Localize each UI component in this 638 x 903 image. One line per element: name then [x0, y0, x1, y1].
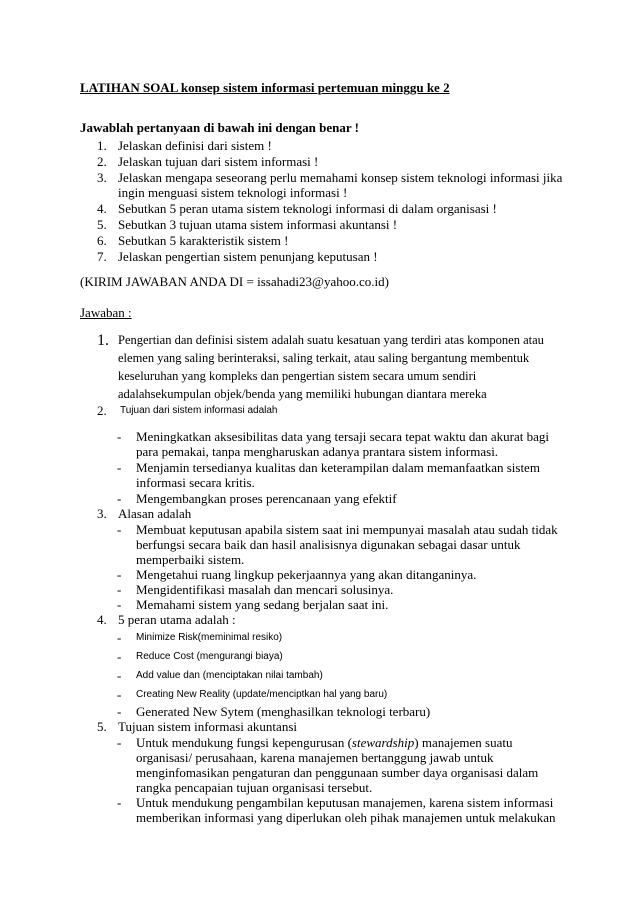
dash: - — [117, 597, 122, 612]
answer-text: Pengertian dan definisi sistem adalah suatu kesatuan yang terdiri atas komponen atau — [118, 333, 544, 347]
answer-item: organisasi/ perusahaan, karena manajemen bertanggung jawab untuk — [136, 750, 494, 765]
answer-text: adalahsekumpulan objek/benda yang memiliki hubungan diantara mereka — [118, 387, 487, 401]
answer-item — [136, 735, 512, 750]
answer-number: 4. — [97, 612, 107, 627]
send-note: (KIRIM JAWABAN ANDA DI = issahadi23@yahoo.co.id) — [80, 274, 389, 289]
answer-item: Reduce Cost (mengurangi biaya) — [136, 651, 283, 662]
dash: - — [117, 649, 122, 664]
dash: - — [117, 795, 122, 810]
question-text: Jelaskan definisi dari sistem ! — [118, 138, 272, 153]
dash: - — [117, 735, 122, 750]
question-number: 5. — [97, 217, 107, 232]
answer-item: Meningkatkan aksesibilitas data yang tersaji secara tepat waktu dan akurat bagi — [136, 429, 549, 444]
dash: - — [117, 704, 122, 719]
document-title: LATIHAN SOAL konsep sistem informasi pertemuan minggu ke 2 — [80, 80, 450, 95]
answer-item: rangka pencapaian tujuan organisasi tersebut. — [136, 780, 373, 795]
dash: - — [117, 429, 122, 444]
answer-item: Add value dan (menciptakan nilai tambah) — [136, 670, 323, 681]
dash: - — [117, 687, 122, 702]
dash: - — [117, 522, 122, 537]
answer-item: Memahami sistem yang sedang berjalan saat ini. — [136, 597, 389, 612]
answer-item-italic: stewardship — [351, 735, 415, 750]
question-text: Jelaskan pengertian sistem penunjang keputusan ! — [118, 249, 378, 264]
answer-item: menginfomasikan pengaturan dan penggunaan sumber daya organisasi dalam — [136, 765, 539, 780]
answer-item: Mengetahui ruang lingkup pekerjaannya yang akan ditanganinya. — [136, 567, 477, 582]
question-number: 1. — [97, 138, 107, 153]
dash: - — [117, 567, 122, 582]
question-text: Sebutkan 3 tujuan utama sistem informasi akuntansi ! — [118, 217, 398, 232]
question-number: 4. — [97, 201, 107, 216]
answer-item: Menjamin tersedianya kualitas dan keterampilan dalam memanfaatkan sistem — [136, 460, 540, 475]
question-text: Jelaskan mengapa seseorang perlu memahami konsep sistem teknologi informasi jika — [118, 170, 563, 185]
answer-item: Mengidentifikasi masalah dan mencari solusinya. — [136, 582, 394, 597]
answer-item: berfungsi secara baik dan hasil analisisnya digunakan sebagai dasar untuk — [136, 537, 521, 552]
answer-number: 3. — [97, 506, 107, 521]
answer-heading: 5 peran utama adalah : — [118, 612, 236, 627]
answer-item: Minimize Risk(meminimal resiko) — [136, 632, 283, 643]
question-number: 3. — [97, 170, 107, 185]
dash: - — [117, 668, 122, 683]
answer-number: 5. — [97, 719, 107, 734]
answer-item: Creating New Reality (update/menciptkan hal yang baru) — [136, 689, 388, 700]
dash: - — [117, 582, 122, 597]
answer-text: elemen yang saling berinteraksi, saling terkait, atau saling bergantung membentuk — [118, 351, 530, 365]
instruction: Jawablah pertanyaan di bawah ini dengan benar ! — [80, 120, 359, 135]
dash: - — [117, 491, 122, 506]
answer-item: para pemakai, tanpa mengharuskan adanya prantara sistem informasi. — [136, 444, 499, 459]
answer-item-part: Untuk mendukung fungsi kepengurusan ( — [136, 735, 352, 750]
answer-text: keseluruhan yang kompleks dan pengertian sistem secara umum sendiri — [118, 369, 477, 383]
answer-item: memberikan informasi yang diperlukan oleh pihak manajemen untuk melakukan — [136, 810, 556, 825]
answer-item: memperbaiki sistem. — [136, 552, 245, 567]
answer-heading: Alasan adalah — [118, 506, 192, 521]
dash: - — [117, 630, 122, 645]
answer-number: 1. — [97, 332, 109, 349]
answer-item-part: ) manajemen suatu — [414, 735, 513, 750]
answer-item: Generated New Sytem (menghasilkan teknologi terbaru) — [136, 704, 431, 719]
answer-number: 2. — [97, 403, 107, 418]
question-text: ingin menguasi sistem teknologi informasi ! — [118, 185, 348, 200]
question-text: Jelaskan tujuan dari sistem informasi ! — [118, 154, 319, 169]
answer-item: Untuk mendukung pengambilan keputusan manajemen, karena sistem informasi — [136, 795, 554, 810]
question-text: Sebutkan 5 peran utama sistem teknologi informasi di dalam organisasi ! — [118, 201, 497, 216]
answer-item: Membuat keputusan apabila sistem saat ini mempunyai masalah atau sudah tidak — [136, 522, 558, 537]
answer-heading: Tujuan sistem informasi akuntansi — [118, 719, 297, 734]
question-number: 2. — [97, 154, 107, 169]
question-number: 7. — [97, 249, 107, 264]
answer-item: Mengembangkan proses perencanaan yang efektif — [136, 491, 397, 506]
question-number: 6. — [97, 233, 107, 248]
answers-label: Jawaban : — [80, 305, 132, 320]
question-text: Sebutkan 5 karakteristik sistem ! — [118, 233, 289, 248]
answer-item: informasi secara kritis. — [136, 475, 255, 490]
dash: - — [117, 460, 122, 475]
answer-heading: Tujuan dari sistem informasi adalah — [120, 405, 278, 416]
